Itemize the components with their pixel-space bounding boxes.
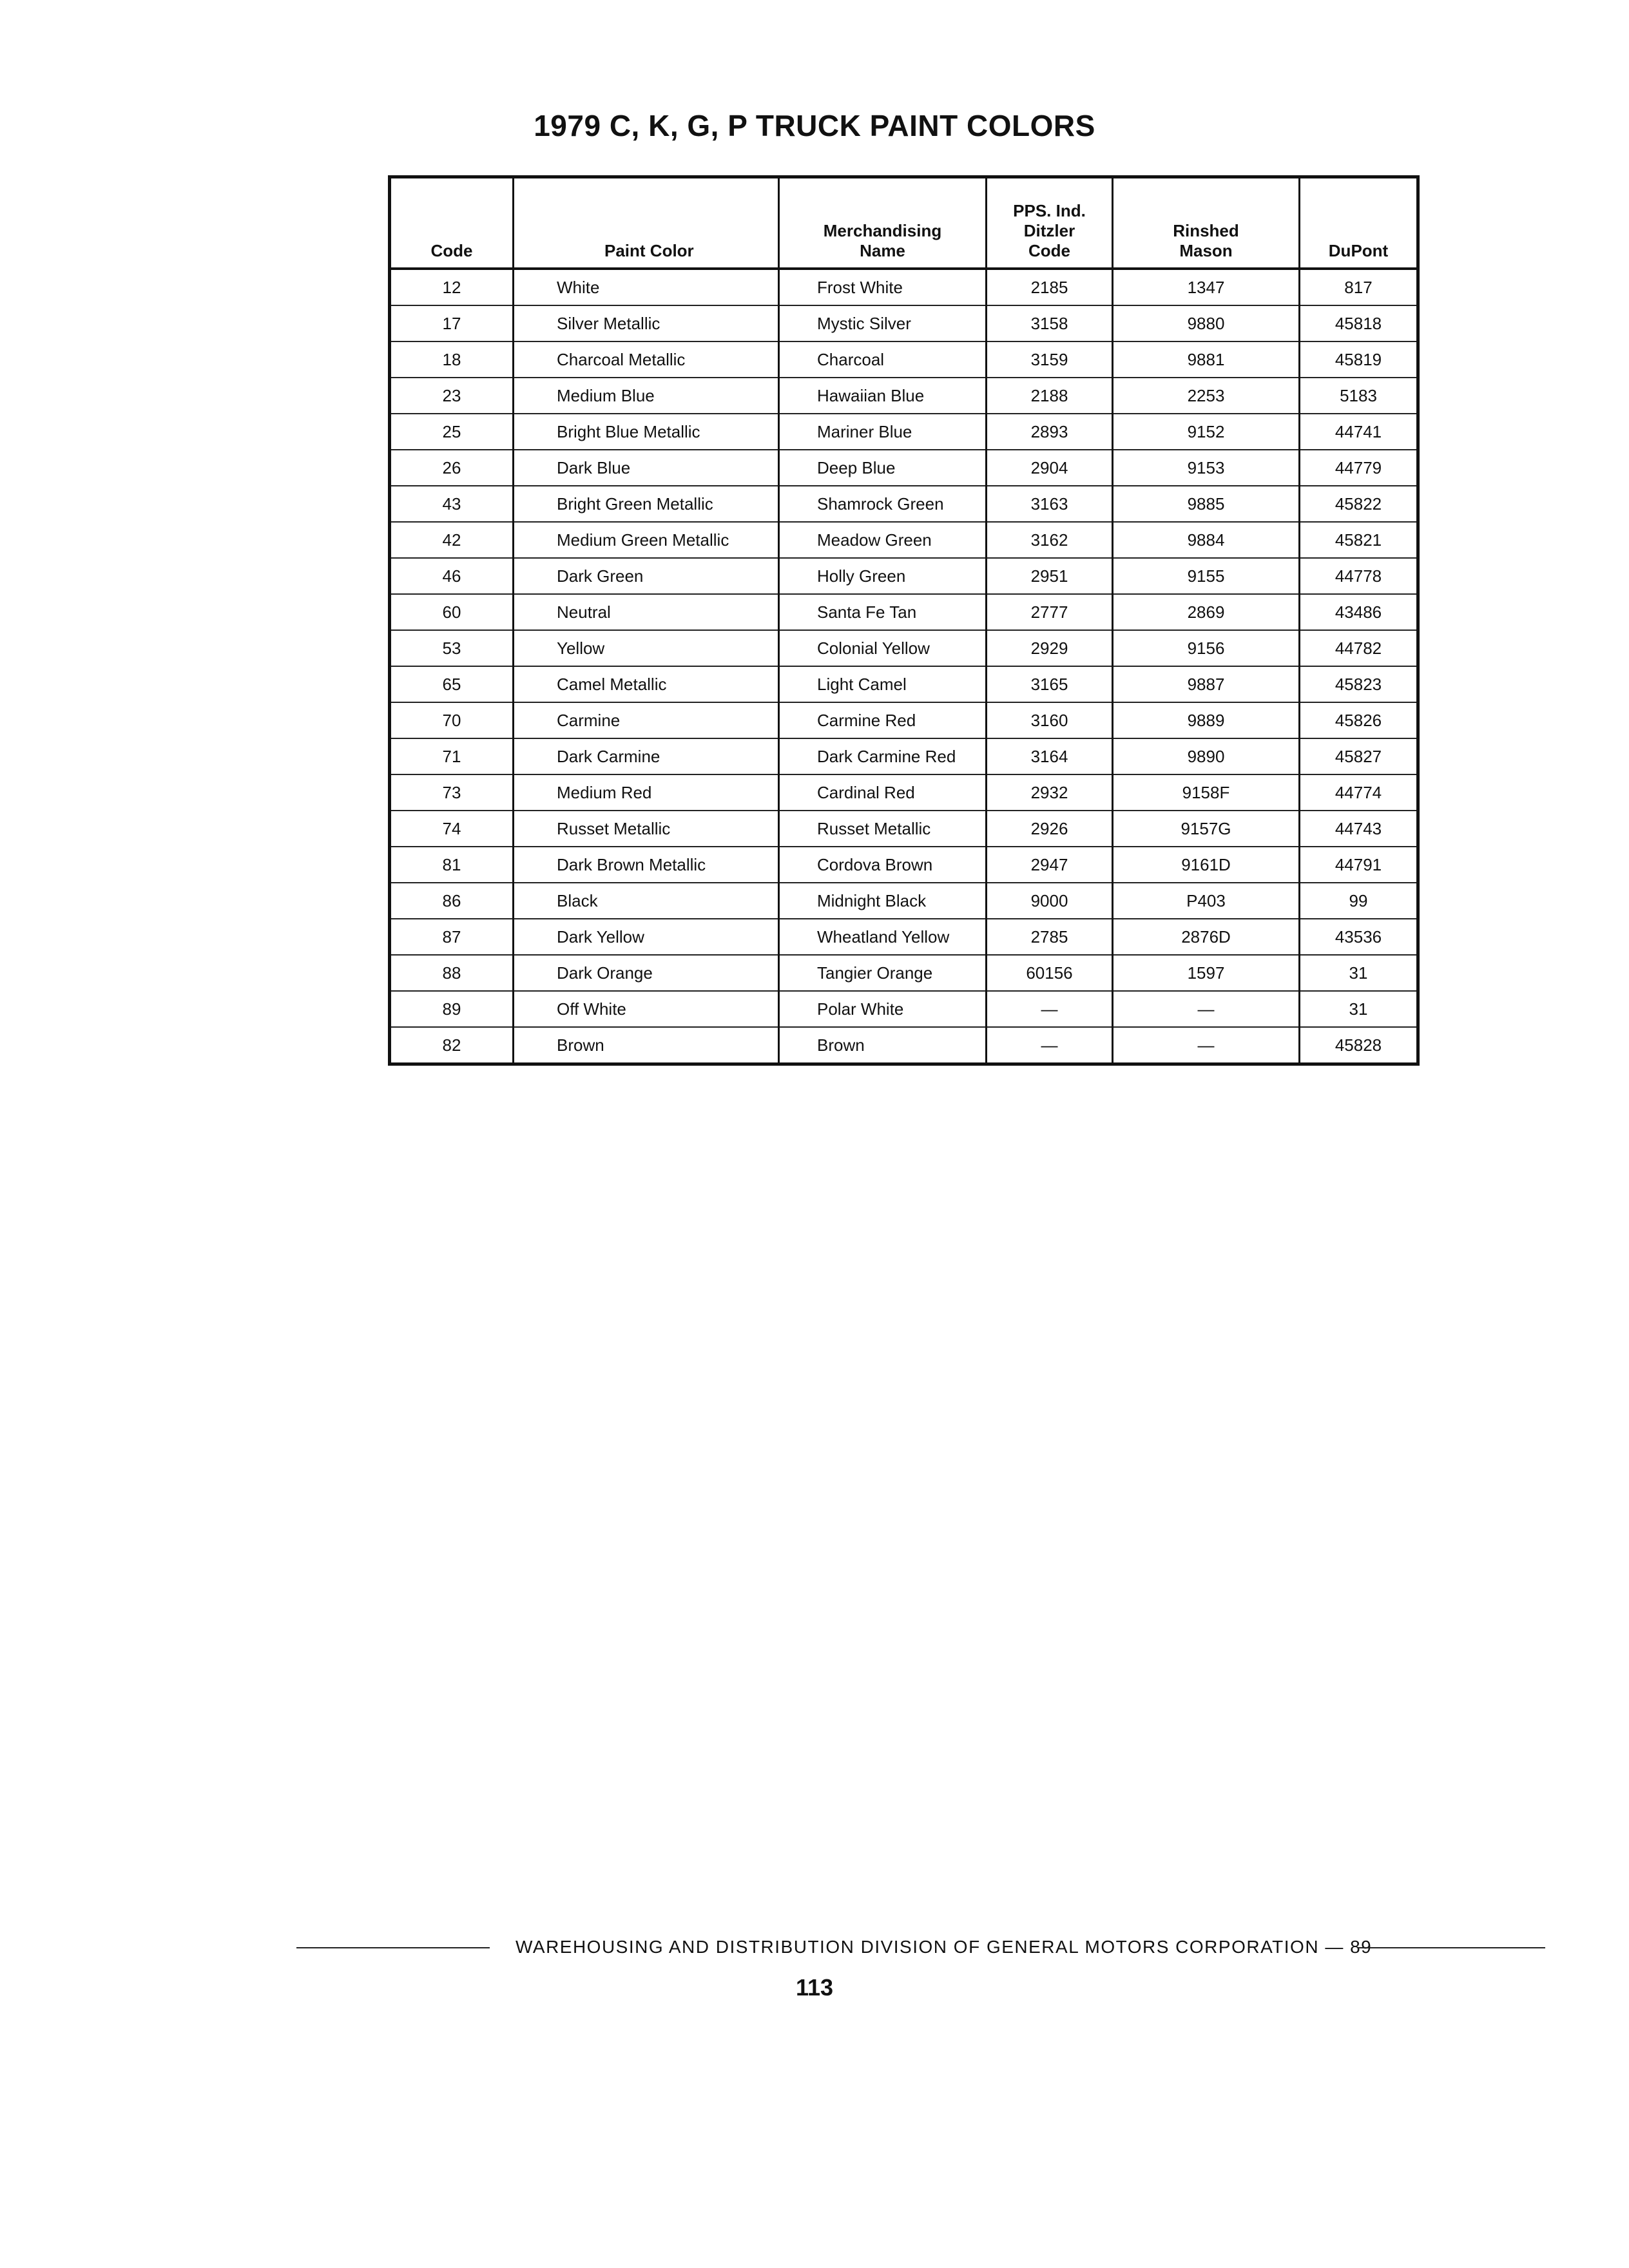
dupont-cell: 5183 — [1300, 378, 1418, 414]
code-cell: 87 — [390, 919, 514, 955]
paint-color-cell: Neutral — [514, 594, 779, 630]
code-cell: 43 — [390, 486, 514, 522]
paint-color-cell: White — [514, 269, 779, 305]
paint-color-cell: Dark Orange — [514, 955, 779, 991]
table-row — [390, 378, 1418, 414]
paint-color-cell: Bright Green Metallic — [514, 486, 779, 522]
merchandising-name-cell: Dark Carmine Red — [779, 738, 987, 774]
merchandising-name-cell: Holly Green — [779, 558, 987, 594]
rinshed-mason-cell: 2253 — [1113, 378, 1300, 414]
header-paint-color-label: Paint Color — [604, 241, 694, 260]
ditzler-code-cell: 2185 — [987, 269, 1113, 305]
code-cell: 82 — [390, 1027, 514, 1064]
ditzler-code-cell: 2785 — [987, 919, 1113, 955]
table-row — [390, 666, 1418, 702]
rinshed-mason-cell: — — [1113, 1027, 1300, 1064]
rinshed-mason-cell: 9881 — [1113, 341, 1300, 378]
header-rinshed-line2: Mason — [1179, 241, 1233, 260]
code-cell: 65 — [390, 666, 514, 702]
rinshed-mason-cell: 9153 — [1113, 450, 1300, 486]
dupont-cell: 43486 — [1300, 594, 1418, 630]
rinshed-mason-cell: 9889 — [1113, 702, 1300, 738]
merchandising-name-cell: Deep Blue — [779, 450, 987, 486]
rinshed-mason-cell: 9156 — [1113, 630, 1300, 666]
paint-color-cell: Bright Blue Metallic — [514, 414, 779, 450]
table-row — [390, 450, 1418, 486]
dupont-cell: 45823 — [1300, 666, 1418, 702]
table-row — [390, 955, 1418, 991]
ditzler-code-cell: 2904 — [987, 450, 1113, 486]
merchandising-name-cell: Cardinal Red — [779, 774, 987, 811]
header-pps-line1: PPS. Ind. — [1013, 201, 1086, 220]
dupont-cell: 31 — [1300, 991, 1418, 1027]
dupont-cell: 99 — [1300, 883, 1418, 919]
rinshed-mason-cell: P403 — [1113, 883, 1300, 919]
rinshed-mason-cell: 9158F — [1113, 774, 1300, 811]
merchandising-name-cell: Carmine Red — [779, 702, 987, 738]
dupont-cell: 45828 — [1300, 1027, 1418, 1064]
code-cell: 12 — [390, 269, 514, 305]
merchandising-name-cell: Mariner Blue — [779, 414, 987, 450]
header-code — [390, 177, 514, 269]
code-cell: 26 — [390, 450, 514, 486]
merchandising-name-cell: Colonial Yellow — [779, 630, 987, 666]
code-cell: 89 — [390, 991, 514, 1027]
header-merchandising-name — [779, 177, 987, 269]
dupont-cell: 44779 — [1300, 450, 1418, 486]
dupont-cell: 44774 — [1300, 774, 1418, 811]
ditzler-code-cell: 2929 — [987, 630, 1113, 666]
code-cell: 71 — [390, 738, 514, 774]
rinshed-mason-cell: 1347 — [1113, 269, 1300, 305]
paint-color-cell: Medium Red — [514, 774, 779, 811]
code-cell: 23 — [390, 378, 514, 414]
ditzler-code-cell: — — [987, 991, 1113, 1027]
table-row — [390, 522, 1418, 558]
dupont-cell: 44743 — [1300, 811, 1418, 847]
dupont-cell: 44778 — [1300, 558, 1418, 594]
header-row — [390, 177, 1418, 269]
code-cell: 70 — [390, 702, 514, 738]
merchandising-name-cell: Cordova Brown — [779, 847, 987, 883]
page-title: 1979 C, K, G, P TRUCK PAINT COLORS — [534, 109, 1095, 142]
table-row — [390, 738, 1418, 774]
ditzler-code-cell: 2893 — [987, 414, 1113, 450]
table-row — [390, 341, 1418, 378]
merchandising-name-cell: Tangier Orange — [779, 955, 987, 991]
table-row — [390, 774, 1418, 811]
ditzler-code-cell: 3163 — [987, 486, 1113, 522]
header-merch-line2: Name — [860, 241, 905, 260]
merchandising-name-cell: Frost White — [779, 269, 987, 305]
rinshed-mason-cell: 9885 — [1113, 486, 1300, 522]
rinshed-mason-cell: 9884 — [1113, 522, 1300, 558]
merchandising-name-cell: Shamrock Green — [779, 486, 987, 522]
paint-colors-table — [388, 175, 1420, 1066]
merchandising-name-cell: Hawaiian Blue — [779, 378, 987, 414]
rinshed-mason-cell: 9890 — [1113, 738, 1300, 774]
header-merch-line1: Merchandising — [823, 221, 942, 240]
header-pps-line3: Code — [1028, 241, 1070, 260]
dupont-cell: 45818 — [1300, 305, 1418, 341]
header-paint-color — [514, 177, 779, 269]
ditzler-code-cell: 2932 — [987, 774, 1113, 811]
code-cell: 42 — [390, 522, 514, 558]
ditzler-code-cell: — — [987, 1027, 1113, 1064]
dupont-cell: 45821 — [1300, 522, 1418, 558]
ditzler-code-cell: 3159 — [987, 341, 1113, 378]
header-dupont-label: DuPont — [1328, 241, 1389, 260]
dupont-cell: 43536 — [1300, 919, 1418, 955]
table-body — [390, 269, 1418, 1064]
code-cell: 88 — [390, 955, 514, 991]
footer-rule-right — [1358, 1947, 1545, 1948]
code-cell: 81 — [390, 847, 514, 883]
code-cell: 86 — [390, 883, 514, 919]
ditzler-code-cell: 2947 — [987, 847, 1113, 883]
rinshed-mason-cell: 9880 — [1113, 305, 1300, 341]
ditzler-code-cell: 2777 — [987, 594, 1113, 630]
ditzler-code-cell: 3164 — [987, 738, 1113, 774]
dupont-cell: 44782 — [1300, 630, 1418, 666]
paint-color-cell: Dark Yellow — [514, 919, 779, 955]
table-row — [390, 811, 1418, 847]
merchandising-name-cell: Light Camel — [779, 666, 987, 702]
dupont-cell: 44741 — [1300, 414, 1418, 450]
ditzler-code-cell: 3162 — [987, 522, 1113, 558]
paint-color-cell: Silver Metallic — [514, 305, 779, 341]
paint-color-cell: Charcoal Metallic — [514, 341, 779, 378]
code-cell: 73 — [390, 774, 514, 811]
table-row — [390, 269, 1418, 305]
paint-color-cell: Brown — [514, 1027, 779, 1064]
paint-color-cell: Russet Metallic — [514, 811, 779, 847]
paint-color-cell: Camel Metallic — [514, 666, 779, 702]
rinshed-mason-cell: — — [1113, 991, 1300, 1027]
rinshed-mason-cell: 9161D — [1113, 847, 1300, 883]
rinshed-mason-cell: 9887 — [1113, 666, 1300, 702]
dupont-cell: 45826 — [1300, 702, 1418, 738]
rinshed-mason-cell: 9157G — [1113, 811, 1300, 847]
paint-color-cell: Yellow — [514, 630, 779, 666]
code-cell: 17 — [390, 305, 514, 341]
header-pps-line2: Ditzler — [1023, 221, 1075, 240]
table-header — [390, 177, 1418, 269]
footer-text: WAREHOUSING AND DISTRIBUTION DIVISION OF GENERAL MOTORS CORPORATION — 89 — [516, 1937, 1373, 1957]
table-row — [390, 594, 1418, 630]
paint-color-cell: Dark Blue — [514, 450, 779, 486]
table-row — [390, 847, 1418, 883]
paint-color-cell: Dark Carmine — [514, 738, 779, 774]
ditzler-code-cell: 60156 — [987, 955, 1113, 991]
code-cell: 18 — [390, 341, 514, 378]
merchandising-name-cell: Polar White — [779, 991, 987, 1027]
code-cell: 60 — [390, 594, 514, 630]
dupont-cell: 31 — [1300, 955, 1418, 991]
dupont-cell: 44791 — [1300, 847, 1418, 883]
merchandising-name-cell: Russet Metallic — [779, 811, 987, 847]
header-rinshed-line1: Rinshed — [1173, 221, 1239, 240]
code-cell: 74 — [390, 811, 514, 847]
merchandising-name-cell: Meadow Green — [779, 522, 987, 558]
dupont-cell: 45819 — [1300, 341, 1418, 378]
paint-color-cell: Medium Blue — [514, 378, 779, 414]
paint-color-cell: Dark Green — [514, 558, 779, 594]
footer-rule-left — [296, 1947, 490, 1948]
ditzler-code-cell: 9000 — [987, 883, 1113, 919]
ditzler-code-cell: 3160 — [987, 702, 1113, 738]
table-row — [390, 702, 1418, 738]
code-cell: 25 — [390, 414, 514, 450]
ditzler-code-cell: 2188 — [987, 378, 1113, 414]
rinshed-mason-cell: 1597 — [1113, 955, 1300, 991]
ditzler-code-cell: 3158 — [987, 305, 1113, 341]
table-row — [390, 558, 1418, 594]
code-cell: 46 — [390, 558, 514, 594]
table-row — [390, 991, 1418, 1027]
dupont-cell: 45827 — [1300, 738, 1418, 774]
rinshed-mason-cell: 2876D — [1113, 919, 1300, 955]
rinshed-mason-cell: 9155 — [1113, 558, 1300, 594]
rinshed-mason-cell: 2869 — [1113, 594, 1300, 630]
table-row — [390, 883, 1418, 919]
page-number: 113 — [795, 1974, 834, 2001]
paint-color-cell: Dark Brown Metallic — [514, 847, 779, 883]
rinshed-mason-cell: 9152 — [1113, 414, 1300, 450]
header-code-label: Code — [430, 241, 473, 260]
table-row — [390, 305, 1418, 341]
merchandising-name-cell: Midnight Black — [779, 883, 987, 919]
dupont-cell: 45822 — [1300, 486, 1418, 522]
table-row — [390, 414, 1418, 450]
merchandising-name-cell: Wheatland Yellow — [779, 919, 987, 955]
table-row — [390, 486, 1418, 522]
header-ditzler-code — [987, 177, 1113, 269]
paint-color-cell: Medium Green Metallic — [514, 522, 779, 558]
header-dupont — [1300, 177, 1418, 269]
paint-color-cell: Carmine — [514, 702, 779, 738]
code-cell: 53 — [390, 630, 514, 666]
table-row — [390, 919, 1418, 955]
table-row — [390, 1027, 1418, 1064]
merchandising-name-cell: Charcoal — [779, 341, 987, 378]
ditzler-code-cell: 2951 — [987, 558, 1113, 594]
merchandising-name-cell: Santa Fe Tan — [779, 594, 987, 630]
merchandising-name-cell: Mystic Silver — [779, 305, 987, 341]
header-rinshed-mason — [1113, 177, 1300, 269]
table-row — [390, 630, 1418, 666]
dupont-cell: 817 — [1300, 269, 1418, 305]
ditzler-code-cell: 2926 — [987, 811, 1113, 847]
merchandising-name-cell: Brown — [779, 1027, 987, 1064]
paint-color-cell: Black — [514, 883, 779, 919]
ditzler-code-cell: 3165 — [987, 666, 1113, 702]
paint-color-cell: Off White — [514, 991, 779, 1027]
